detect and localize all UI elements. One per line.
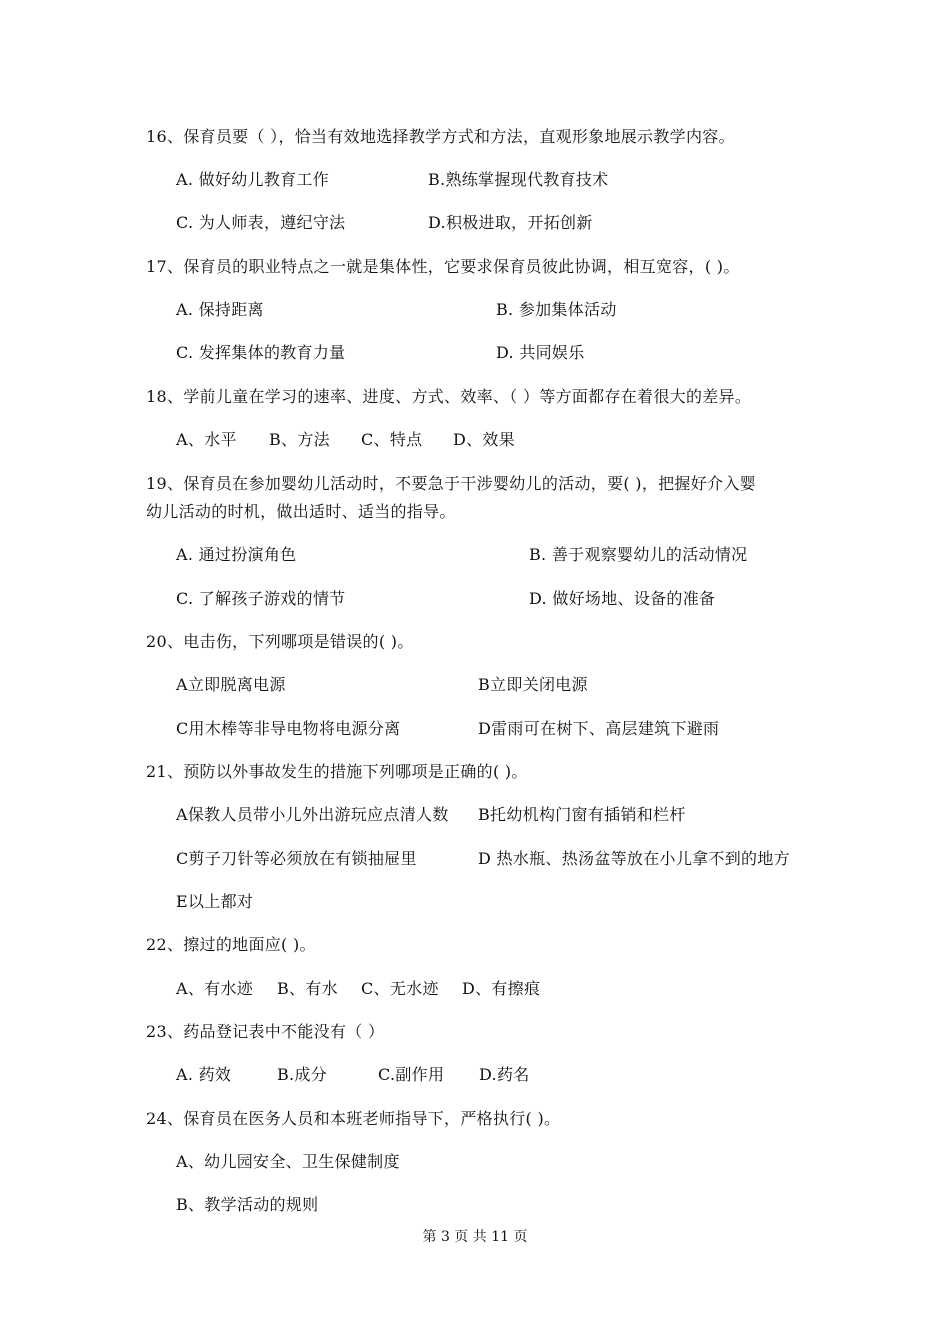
question-19-stem-line-2: 幼儿活动的时机，做出适时、适当的指导。 [146,502,456,521]
question-17-option-a: A. 保持距离 [176,300,264,319]
question-16-option-d: D.积极进取，开拓创新 [428,213,593,232]
question-21-option-a: A保教人员带小儿外出游玩应点清人数 [176,805,449,824]
question-24-stem: 24、保育员在医务人员和本班老师指导下，严格执行( )。 [146,1109,561,1128]
question-20-stem: 20、电击伤，下列哪项是错误的( )。 [146,632,414,651]
question-17-stem: 17、保育员的职业特点之一就是集体性，它要求保育员彼此协调，相互宽容，( )。 [146,257,740,276]
question-20-option-a: A立即脱离电源 [176,675,286,694]
question-18-option-d: D、效果 [453,430,516,449]
page-footer: 第 3 页 共 11 页 [422,1229,528,1245]
question-20-option-b: B立即关闭电源 [478,675,588,694]
question-23-option-c: C.副作用 [378,1065,445,1084]
question-19-option-c: C. 了解孩子游戏的情节 [176,589,346,608]
question-21-option-e: E以上都对 [176,892,254,911]
question-23-option-b: B.成分 [277,1065,328,1084]
question-17-option-b: B. 参加集体活动 [496,300,617,319]
question-21-option-b: B托幼机构门窗有插销和栏杆 [478,805,686,824]
question-20-option-c: C用木棒等非导电物将电源分离 [176,719,401,738]
question-23-option-a: A. 药效 [176,1065,232,1084]
question-19-option-d: D. 做好场地、设备的准备 [529,589,716,608]
question-17-option-c: C. 发挥集体的教育力量 [176,343,346,362]
question-21-option-c: C剪子刀针等必须放在有锁抽屉里 [176,849,417,868]
question-24-option-a: A、幼儿园安全、卫生保健制度 [176,1152,400,1171]
question-22-option-d: D、有擦痕 [462,979,541,998]
question-22-stem: 22、擦过的地面应( )。 [146,935,316,954]
question-16-option-b: B.熟练掌握现代教育技术 [428,170,609,189]
question-21-stem: 21、预防以外事故发生的措施下列哪项是正确的( )。 [146,762,528,781]
question-21-option-d: D 热水瓶、热汤盆等放在小儿拿不到的地方 [478,849,790,868]
question-23-stem: 23、药品登记表中不能没有（ ） [146,1022,385,1041]
question-18-option-c: C、特点 [361,430,423,449]
question-18-option-b: B、方法 [269,430,330,449]
question-22-option-b: B、有水 [277,979,338,998]
question-19-stem-line-1: 19、保育员在参加婴幼儿活动时，不要急于干涉婴幼儿的活动，要( )，把握好介入婴 [146,474,756,493]
question-23-option-d: D.药名 [479,1065,530,1084]
question-24-option-b: B、教学活动的规则 [176,1195,319,1214]
question-19-option-a: A. 通过扮演角色 [176,545,297,564]
question-18-stem: 18、学前儿童在学习的速率、进度、方式、效率、（ ）等方面都存在着很大的差异。 [146,387,752,406]
question-16-option-a: A. 做好幼儿教育工作 [176,170,330,189]
question-16-stem: 16、保育员要（ ），恰当有效地选择教学方式和方法，直观形象地展示教学内容。 [146,127,735,146]
question-16-option-c: C. 为人师表，遵纪守法 [176,213,346,232]
question-18-option-a: A、水平 [176,430,237,449]
question-22-option-c: C、无水迹 [361,979,439,998]
question-22-option-a: A、有水迹 [176,979,254,998]
question-17-option-d: D. 共同娱乐 [496,343,585,362]
question-19-option-b: B. 善于观察婴幼儿的活动情况 [529,545,748,564]
question-20-option-d: D雷雨可在树下、高层建筑下避雨 [478,719,720,738]
